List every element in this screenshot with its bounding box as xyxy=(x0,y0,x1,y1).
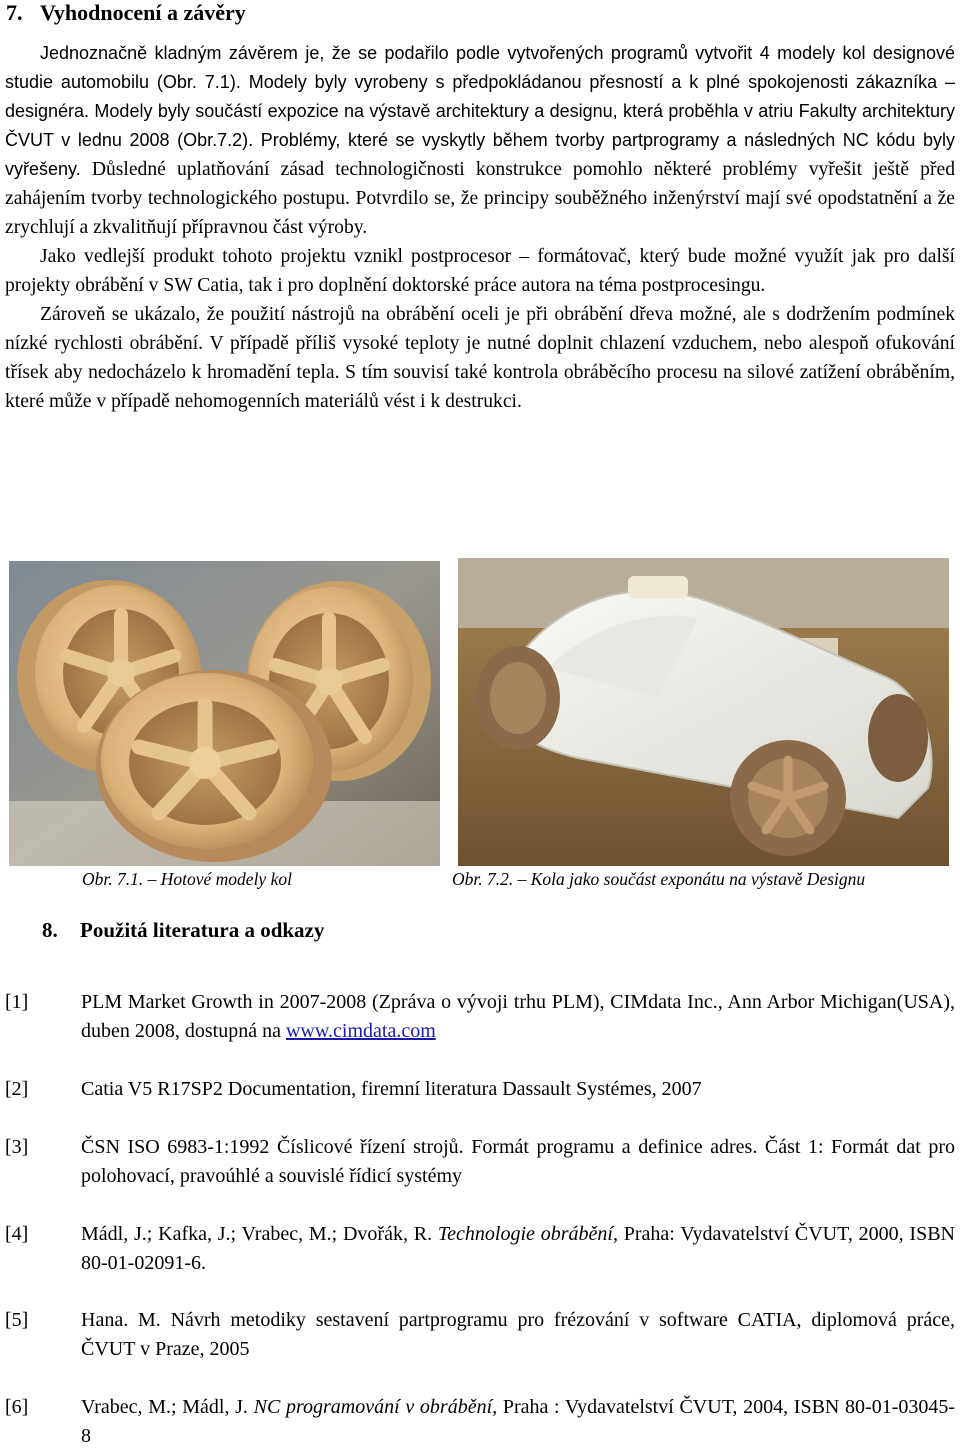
wheels-photo-illustration xyxy=(9,561,440,866)
reference-3-text: ČSN ISO 6983-1:1992 Číslicové řízení strojů. Formát programu a definice adres. Část 1: Formát dat pro polohovací, pravoúhlé a souvislé řídicí systémy xyxy=(81,1136,955,1187)
reference-2-tag: [2] xyxy=(5,1078,29,1100)
paragraph-3: Zároveň se ukázalo, že použití nástrojů na obrábění oceli je při obrábění dřeva možné, ale s dodržením podmínek nízké rychlosti obrábění. V případě příliš vysoké teploty je nutné doplnit chlazení vzduchem, nebo alespoň ofukování třísek aby nedocházelo k hromadění tepla. S tím souvisí také kontrola obráběcího procesu na silové zatížení obráběním, které může v případě nehomogenních materiálů vést i k destrukci. xyxy=(5,304,955,412)
section-7-title: Vyhodnocení a závěry xyxy=(40,0,246,25)
reference-4-tag: [4] xyxy=(5,1223,29,1245)
reference-1-body: PLM Market Growth in 2007-2008 (Zpráva o vývoji trhu PLM), CIMdata Inc., Ann Arbor Michigan(USA), duben 2008, dostupná na xyxy=(81,991,955,1042)
car-model-photo-illustration xyxy=(458,558,949,866)
reference-4 xyxy=(5,1220,955,1278)
paragraph-1-part-1: Jednoznačně kladným závěrem je, že se podařilo podle vytvořených programů vytvořit 4 modely kol designové studie automobilu (Obr. 7.1). Modely byly vyrobeny s předpokládanou přesností a k plné spokojenosti zákazníka – designéra. Modely byly součástí expozice na výstavě architektury a designu, která proběhla v atriu Fakulty architektury ČVUT v lednu 2008 (Obr.7.2). xyxy=(5,43,955,150)
reference-5-text: Hana. M. Návrh metodiky sestavení partprogramu pro frézování v software CATIA, diplomová práce, ČVUT v Praze, 2005 xyxy=(81,1309,955,1360)
section-7-number: 7. xyxy=(6,0,23,25)
section-8-heading xyxy=(42,916,324,944)
reference-6-title: NC programování v obrábění, xyxy=(253,1396,498,1418)
reference-4-publisher: , Praha: Vydavatelství ČVUT, 2000, ISBN 80-01-02091-6. xyxy=(81,1223,956,1274)
reference-6-publisher: Praha : Vydavatelství ČVUT, 2004, ISBN 80-01-03045-8 xyxy=(81,1396,956,1447)
reference-2-text: Catia V5 R17SP2 Documentation, firemní literatura Dassault Systémes, 2007 xyxy=(81,1078,702,1100)
reference-1-text xyxy=(81,988,955,1046)
reference-1-tag: [1] xyxy=(5,991,29,1013)
reference-5 xyxy=(5,1306,955,1364)
paragraph-1 xyxy=(5,39,955,242)
reference-4-text xyxy=(81,1220,955,1278)
figure-7-2-caption: Obr. 7.2. – Kola jako součást exponátu na výstavě Designu xyxy=(452,869,866,889)
paragraph-1-part-2: Problémy, které se vyskytly během tvorby partprogramy a následných NC kódu byly vyřešeny. xyxy=(5,130,955,179)
section-8-title: Použitá literatura a odkazy xyxy=(80,918,325,942)
paragraph-2: Jako vedlejší produkt tohoto projektu vznikl postprocesor – formátovač, který bude možné využít jak pro další projekty obrábění v SW Catia, tak i pro doplnění doktorské práce autora na téma postprocesingu. xyxy=(5,246,955,296)
cimdata-link[interactable]: www.cimdata.com xyxy=(285,1020,436,1042)
reference-3 xyxy=(5,1133,955,1191)
paragraph-1-part-3: Důsledné uplatňování zásad technologičnosti konstrukce pomohlo některé problémy vyřešit ještě před zahájením tvorby technologického postupu. Potvrdilo se, že principy souběžného inženýrství mají své opodstatnění a že zrychlují a zkvalitňují přípravnou část výroby. xyxy=(5,159,955,238)
wheels-photo xyxy=(9,561,440,866)
section-8-number: 8. xyxy=(42,918,58,942)
car-model-photo xyxy=(458,558,949,866)
reference-6-authors: Vrabec, M.; Mádl, J. xyxy=(81,1396,254,1418)
section-7-body xyxy=(5,39,955,416)
figure-7-1-caption: Obr. 7.1. – Hotové modely kol xyxy=(82,869,292,889)
reference-5-tag: [5] xyxy=(5,1309,29,1331)
reference-6 xyxy=(5,1393,955,1451)
reference-6-tag: [6] xyxy=(5,1396,29,1418)
reference-2 xyxy=(5,1075,955,1104)
reference-6-text xyxy=(81,1393,955,1451)
reference-3-tag: [3] xyxy=(5,1136,29,1158)
section-7-heading xyxy=(6,0,246,28)
reference-1 xyxy=(5,988,955,1046)
reference-4-title: Technologie obrábění xyxy=(437,1223,613,1245)
reference-4-authors: Mádl, J.; Kafka, J.; Vrabec, M.; Dvořák, R. xyxy=(81,1223,438,1245)
